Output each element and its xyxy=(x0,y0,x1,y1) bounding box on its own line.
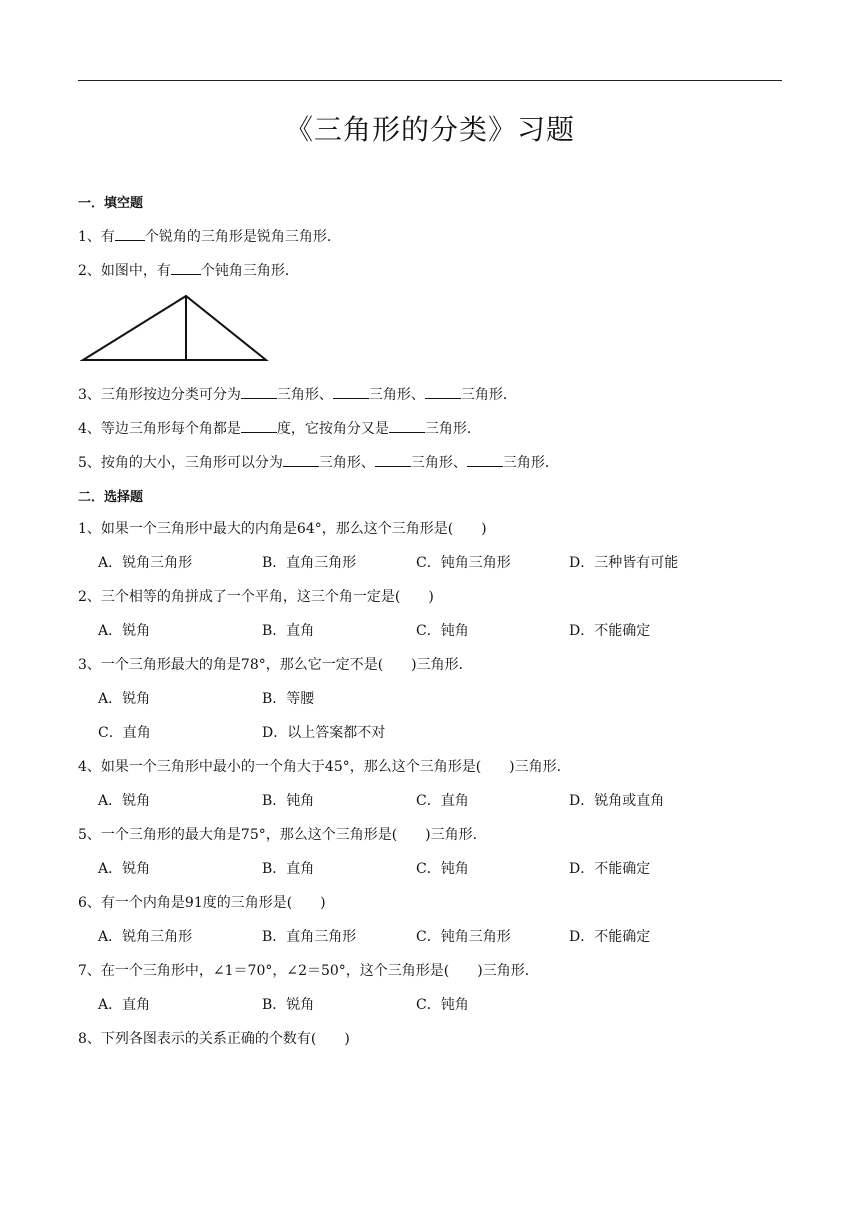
q3-text-a: 3、三角形按边分类可分为 xyxy=(78,387,241,403)
option-a[interactable]: A．锐角 xyxy=(98,623,151,639)
option-c[interactable]: C．直角 xyxy=(98,725,151,741)
option-c[interactable]: C．钝角三角形 xyxy=(416,555,511,571)
answer-blank[interactable] xyxy=(467,452,503,467)
option-d[interactable]: D．三种皆有可能 xyxy=(569,555,679,571)
option-d[interactable]: D．以上答案都不对 xyxy=(262,725,386,741)
section-heading-fill: 一．填空题 xyxy=(78,196,144,211)
q5-text-d: 三角形． xyxy=(502,455,559,471)
q4-text-b: 度，它按角分又是 xyxy=(276,421,389,437)
fill-question-5 xyxy=(78,452,559,472)
option-d[interactable]: D．不能确定 xyxy=(569,623,651,639)
fill-question-2 xyxy=(78,260,299,280)
q4-text-a: 4、等边三角形每个角都是 xyxy=(78,421,241,437)
choice-question-stem: 6、有一个内角是91度的三角形是( ) xyxy=(78,895,326,911)
q5-text-b: 三角形、 xyxy=(318,455,375,471)
choice-question-stem: 2、三个相等的角拼成了一个平角，这三个角一定是( ) xyxy=(78,589,434,605)
option-d[interactable]: D．不能确定 xyxy=(569,861,651,877)
answer-blank[interactable] xyxy=(171,260,201,275)
option-a[interactable]: A．锐角 xyxy=(98,861,151,877)
option-b[interactable]: B．直角 xyxy=(262,623,315,639)
fill-question-4 xyxy=(78,418,481,438)
option-b[interactable]: B．等腰 xyxy=(262,691,315,707)
option-b[interactable]: B．直角 xyxy=(262,861,315,877)
q2-text-a: 2、如图中，有 xyxy=(78,263,171,279)
option-c[interactable]: C．钝角 xyxy=(416,623,469,639)
option-c[interactable]: C．钝角 xyxy=(416,861,469,877)
option-c[interactable]: C．钝角三角形 xyxy=(416,929,511,945)
answer-blank[interactable] xyxy=(283,452,319,467)
choice-question-stem: 4、如果一个三角形中最小的一个角大于45°，那么这个三角形是( )三角形． xyxy=(78,759,571,775)
option-d[interactable]: D．不能确定 xyxy=(569,929,651,945)
choice-question-stem: 3、一个三角形最大的角是78°，那么它一定不是( )三角形． xyxy=(78,657,473,673)
page-title: 《三角形的分类》习题 xyxy=(284,113,575,146)
answer-blank[interactable] xyxy=(375,452,411,467)
option-c[interactable]: C．直角 xyxy=(416,793,469,809)
option-b[interactable]: B．锐角 xyxy=(262,997,315,1013)
option-b[interactable]: B．钝角 xyxy=(262,793,315,809)
header-rule xyxy=(78,80,782,81)
option-d[interactable]: D．锐角或直角 xyxy=(569,793,665,809)
option-a[interactable]: A．直角 xyxy=(98,997,151,1013)
choice-question-stem: 5、一个三角形的最大角是75°，那么这个三角形是( )三角形． xyxy=(78,827,487,843)
fill-question-1 xyxy=(78,226,341,246)
answer-blank[interactable] xyxy=(425,384,461,399)
triangle-figure xyxy=(80,292,270,364)
answer-blank[interactable] xyxy=(241,384,277,399)
q1-text-b: 个锐角的三角形是锐角三角形． xyxy=(144,229,341,245)
option-a[interactable]: A．锐角 xyxy=(98,793,151,809)
option-a[interactable]: A．锐角 xyxy=(98,691,151,707)
q3-text-c: 三角形、 xyxy=(368,387,425,403)
answer-blank[interactable] xyxy=(241,418,277,433)
fill-question-3 xyxy=(78,384,517,404)
option-a[interactable]: A．锐角三角形 xyxy=(98,929,193,945)
q1-text-a: 1、有 xyxy=(78,229,115,245)
option-c[interactable]: C．钝角 xyxy=(416,997,469,1013)
section-heading-choice: 二．选择题 xyxy=(78,490,144,505)
answer-blank[interactable] xyxy=(115,226,145,241)
q4-text-c: 三角形． xyxy=(424,421,481,437)
option-b[interactable]: B．直角三角形 xyxy=(262,555,357,571)
choice-question-stem: 7、在一个三角形中，∠1＝70°，∠2＝50°，这个三角形是( )三角形． xyxy=(78,963,539,979)
triangle-outline xyxy=(83,296,266,360)
q5-text-c: 三角形、 xyxy=(410,455,467,471)
q3-text-d: 三角形． xyxy=(460,387,517,403)
q3-text-b: 三角形、 xyxy=(276,387,333,403)
choice-question-stem: 1、如果一个三角形中最大的内角是64°，那么这个三角形是( ) xyxy=(78,521,487,537)
q2-text-b: 个钝角三角形． xyxy=(200,263,299,279)
q5-text-a: 5、按角的大小，三角形可以分为 xyxy=(78,455,283,471)
answer-blank[interactable] xyxy=(333,384,369,399)
option-a[interactable]: A．锐角三角形 xyxy=(98,555,193,571)
option-b[interactable]: B．直角三角形 xyxy=(262,929,357,945)
choice-question-stem: 8、下列各图表示的关系正确的个数有( ) xyxy=(78,1031,350,1047)
answer-blank[interactable] xyxy=(389,418,425,433)
